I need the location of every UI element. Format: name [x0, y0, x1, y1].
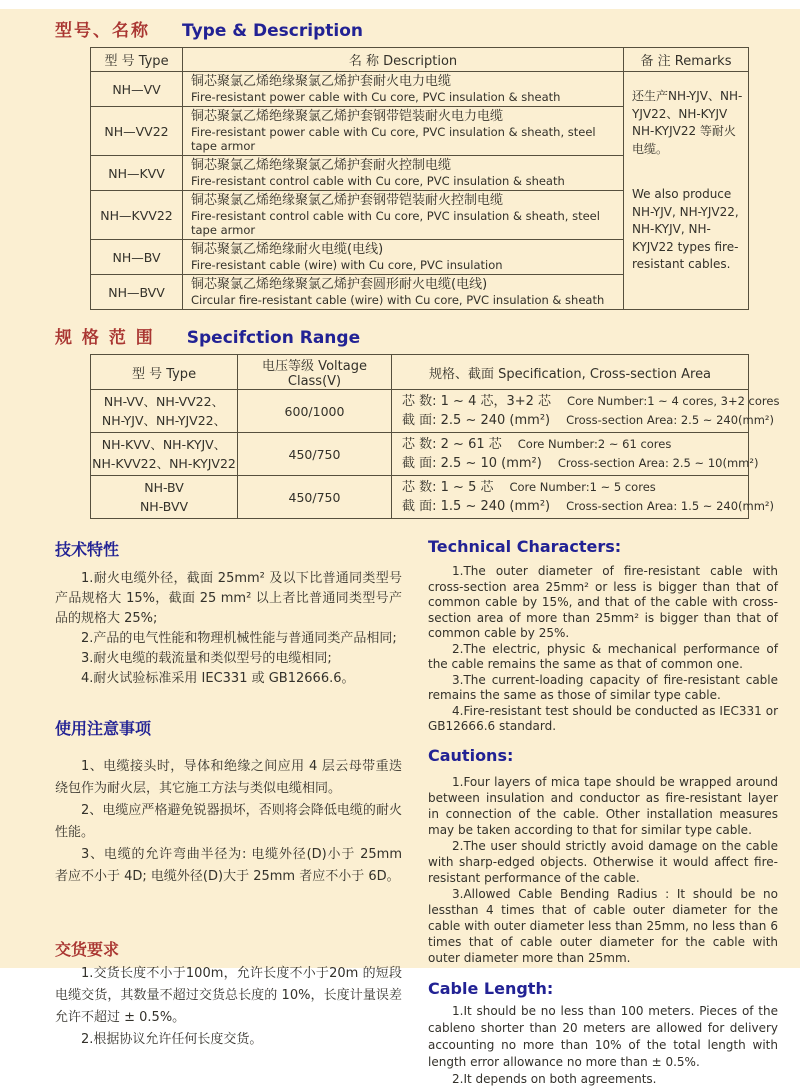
description-cell — [183, 191, 624, 240]
top-margin-strip — [0, 0, 800, 9]
remarks-cell — [624, 72, 749, 310]
section-title-en: Specifction Range — [186, 328, 361, 348]
voltage-cell: 450/750 — [238, 476, 392, 519]
paragraph: 2、电缆应严格避免锐器损坏，否则将会降低电缆的耐火性能。 — [55, 803, 402, 840]
table-header-row — [91, 355, 749, 390]
type-cell: NH—VV22 — [91, 107, 183, 156]
core-number-zh: 芯 数: 1 ~ 5 芯 — [402, 480, 494, 495]
two-column-text — [55, 531, 778, 1088]
cross-section-zh: 截 面: 1.5 ~ 240 (mm²) — [402, 499, 551, 514]
paragraph: 2.根据协议允许任何长度交货。 — [81, 1032, 263, 1047]
description-cell — [183, 275, 624, 310]
cross-section-zh: 截 面: 2.5 ~ 10 (mm²) — [402, 456, 542, 471]
description-zh: 铜芯聚氯乙烯绝缘聚氯乙烯护套钢带铠装耐火电力电缆 — [191, 109, 504, 124]
table-header-row — [91, 48, 749, 72]
technical-characters-body-en — [428, 564, 778, 735]
paragraph: 1、电缆接头时，导体和绝缘之间应用 4 层云母带重迭绕包作为耐火层，其它施工方法与类似电缆相同。 — [55, 759, 402, 796]
paragraph: 2.产品的电气性能和物理机械性能与普通同类产品相同; — [81, 631, 397, 646]
chinese-column — [55, 531, 402, 1088]
paragraph: 1.It should be no less than 100 meters. Pieces of the cableno shorter than 20 meters are allowed for delivery accounting no more than 10% of the total length with length error allowance no more than ± 0.5%. — [428, 1003, 778, 1069]
description-zh: 铜芯聚氯乙烯绝缘聚氯乙烯护套圆形耐火电缆(电线) — [191, 277, 488, 292]
paragraph: 1.Four layers of mica tape should be wrapped around between insulation and conductor as fire-resistant layer in connection of the cable. Other installation measures may be taken according to that for similar type cable. — [428, 774, 778, 837]
paragraph: 2.It depends on both agreements. — [452, 1071, 657, 1086]
spec-cell — [392, 390, 780, 433]
section-title-type-description — [55, 16, 778, 41]
paragraph: 2.The electric, physic & mechanical performance of the cable remains the same as that of common one. — [428, 641, 778, 671]
core-number-en: Core Number:1 ~ 4 cores, 3+2 cores — [567, 394, 780, 408]
core-number-line — [402, 478, 738, 497]
table-row — [91, 476, 749, 519]
types-cell — [91, 433, 238, 476]
cross-section-zh: 截 面: 2.5 ~ 240 (mm²) — [402, 413, 551, 428]
cross-section-en: Cross-section Area: 2.5 ~ 10(mm²) — [557, 456, 759, 470]
technical-characters-heading-en: Technical Characters: — [428, 537, 622, 556]
types-line: NH-KVV22、NH-KYJV22 — [92, 456, 236, 471]
types-cell — [91, 390, 238, 433]
paragraph: 4.Fire-resistant test should be conducted as IEC331 or GB12666.6 standard. — [428, 703, 778, 733]
paragraph: 1.交货长度不小于100m，允许长度不小于20m 的短段电缆交货，其数量不超过交货总长度的 10%，长度计量误差允许不超过 ± 0.5%。 — [55, 966, 402, 1025]
paragraph: 3.The current-loading capacity of fire-resistant cable remains the same as those of similar type cable. — [428, 672, 778, 702]
cross-section-en: Cross-section Area: 1.5 ~ 240(mm²) — [566, 499, 775, 513]
english-column — [428, 531, 778, 1088]
description-en: Fire-resistant control cable with Cu core, PVC insulation & sheath — [191, 174, 565, 188]
section-title-zh: 规 格 范 围 — [55, 328, 155, 348]
table-row — [91, 72, 749, 107]
types-line: NH-YJV、NH-YJV22、 — [101, 413, 227, 428]
core-number-line — [402, 392, 780, 411]
tech-characters-body-zh — [55, 569, 402, 689]
type-cell: NH—BVV — [91, 275, 183, 310]
description-en: Fire-resistant control cable with Cu core, PVC insulation & sheath, steel tape armor — [191, 209, 600, 237]
types-line: NH-BVV — [139, 499, 189, 514]
types-line: NH-KVV、NH-KYJV、 — [101, 437, 227, 452]
paragraph: 4.耐火试验标准采用 IEC331 或 GB12666.6。 — [81, 671, 355, 686]
header-voltage-class: 电压等级 Voltage Class(V) — [238, 355, 392, 390]
cable-length-heading-en: Cable Length: — [428, 978, 554, 998]
page-content — [0, 9, 800, 1088]
type-description-table — [90, 47, 749, 310]
description-zh: 铜芯聚氯乙烯绝缘耐火电缆(电线) — [191, 242, 384, 257]
types-line: NH-VV、NH-VV22、 — [103, 394, 225, 409]
cross-section-en: Cross-section Area: 2.5 ~ 240(mm²) — [566, 413, 775, 427]
cross-section-line — [402, 497, 775, 516]
specification-table — [90, 354, 780, 519]
cautions-body-en — [428, 774, 778, 966]
types-line: NH-BV — [144, 480, 184, 495]
section-title-zh: 型号、名称 — [55, 21, 150, 41]
spec-cell — [392, 433, 759, 476]
usage-cautions-heading-zh: 使用注意事项 — [55, 719, 152, 738]
core-number-zh: 芯 数: 2 ~ 61 芯 — [402, 437, 502, 452]
spec-cell — [392, 476, 775, 519]
paragraph: 2.The user should strictly avoid damage on the cable with sharp-edged objects. Otherwise it would affect fire-resistant performance of the cable. — [428, 838, 778, 885]
table-row — [91, 433, 749, 476]
description-en: Fire-resistant power cable with Cu core, PVC insulation & sheath, steel tape armor — [191, 125, 596, 153]
description-en: Fire-resistant cable (wire) with Cu core, PVC insulation — [191, 258, 503, 272]
description-en: Fire-resistant power cable with Cu core, PVC insulation & sheath — [191, 90, 561, 104]
section-title-en: Type & Description — [182, 21, 363, 41]
description-cell — [183, 107, 624, 156]
cross-section-line — [402, 411, 775, 430]
type-cell: NH—VV — [91, 72, 183, 107]
description-cell — [183, 156, 624, 191]
delivery-requirements-heading-zh: 交货要求 — [55, 940, 120, 959]
core-number-line — [402, 435, 738, 454]
description-zh: 铜芯聚氯乙烯绝缘聚氯乙烯护套钢带铠装耐火控制电缆 — [191, 193, 504, 208]
table-row — [91, 390, 749, 433]
paragraph: 1.耐火电缆外径，截面 25mm² 及以下比普通同类型号产品规格大 15%，截面 25 mm² 以上者比普通同类型号产品的规格大 25%; — [55, 571, 402, 626]
voltage-cell: 600/1000 — [238, 390, 392, 433]
description-cell — [183, 240, 624, 275]
paragraph: 1.The outer diameter of fire-resistant cable with cross-section area 25mm² or less is bigger than that of common cable by 15%, and that of the cable with cross-section area of more than 25mm² is bigger than that of common cable by 25%. — [428, 564, 778, 640]
header-type: 型 号 Type — [91, 48, 183, 72]
delivery-requirements-body-zh — [55, 963, 402, 1051]
paragraph: 3.Allowed Cable Bending Radius : It should be no lessthan 4 times that of cable outer diameter for the cable with outer diameter less than 25mm, no less than 6 times that of cable outer diameter for the cable with outer diameter more than 25mm. — [428, 886, 778, 965]
voltage-cell: 450/750 — [238, 433, 392, 476]
core-number-zh: 芯 数: 1 ~ 4 芯，3+2 芯 — [402, 394, 552, 409]
header-type: 型 号 Type — [91, 355, 238, 390]
type-cell: NH—KVV22 — [91, 191, 183, 240]
cross-section-line — [402, 454, 759, 473]
remarks-en: We also produce NH-YJV, NH-YJV22, NH-KYJV, NH-KYJV22 types fire-resistant cables. — [632, 187, 739, 271]
type-cell: NH—KVV — [91, 156, 183, 191]
description-zh: 铜芯聚氯乙烯绝缘聚氯乙烯护套耐火控制电缆 — [191, 158, 452, 173]
header-remarks: 备 注 Remarks — [624, 48, 749, 72]
types-cell — [91, 476, 238, 519]
section-title-specification-range — [55, 323, 778, 348]
core-number-en: Core Number:1 ~ 5 cores — [509, 480, 656, 494]
header-description: 名 称 Description — [183, 48, 624, 72]
paragraph: 3、电缆的允许弯曲半径为: 电缆外径(D)小于 25mm 者应不小于 4D; 电缆外径(D)大于 25mm 者应不小于 6D。 — [55, 847, 402, 884]
description-en: Circular fire-resistant cable (wire) with Cu core, PVC insulation & sheath — [191, 293, 605, 307]
cable-length-body-en — [428, 1003, 778, 1088]
cautions-heading-en: Cautions: — [428, 745, 514, 765]
tech-characters-heading-zh: 技术特性 — [55, 540, 120, 559]
description-cell — [183, 72, 624, 107]
type-cell: NH—BV — [91, 240, 183, 275]
paragraph: 3.耐火电缆的载流量和类似型号的电缆相同; — [81, 651, 332, 666]
usage-cautions-body-zh — [55, 756, 402, 888]
remarks-zh: 还生产NH-YJV、NH-YJV22、NH-KYJV NH-KYJV22 等耐火电缆。 — [632, 89, 743, 156]
header-specification: 规格、截面 Specification, Cross-section Area — [392, 355, 749, 390]
core-number-en: Core Number:2 ~ 61 cores — [517, 437, 672, 451]
description-zh: 铜芯聚氯乙烯绝缘聚氯乙烯护套耐火电力电缆 — [191, 74, 452, 89]
